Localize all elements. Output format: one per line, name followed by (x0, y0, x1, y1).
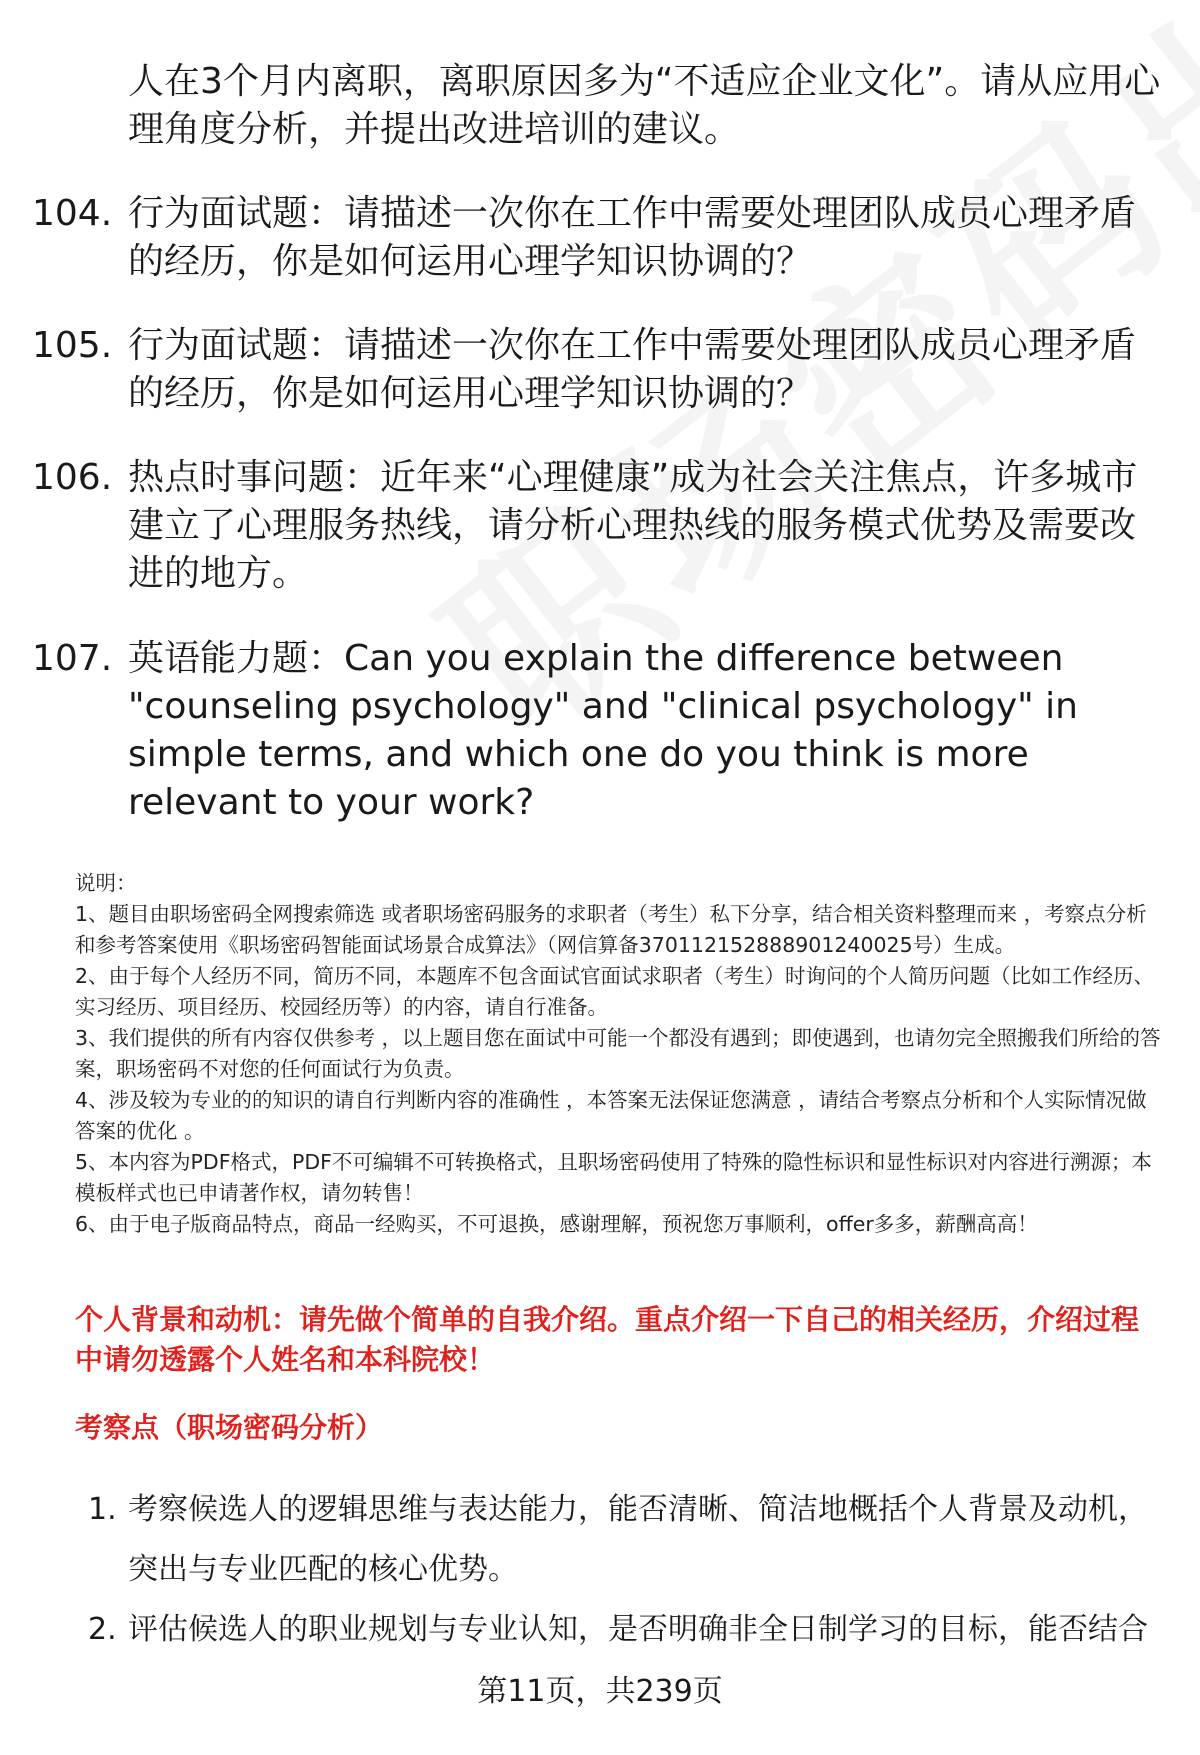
page-footer: 第11页，共239页 (477, 1674, 723, 1709)
question-text: 行为面试题：请描述一次你在工作中需要处理团队成员心理矛盾的经历，你是如何运用心理学知识协调的？ (128, 193, 1137, 282)
intro-question: 个人背景和动机：请先做个简单的自我介绍。重点介绍一下自己的相关经历，介绍过程中请勿透露个人姓名和本科院校！ (75, 1303, 1140, 1376)
question-number: 106. (32, 457, 113, 498)
question-number: 105. (32, 325, 113, 366)
question-text: 人在3个月内离职，离职原因多为“不适应企业文化”。请从应用心理角度分析，并提出改进培训的建议。 (128, 61, 1161, 150)
note-item: 5、本内容为PDF格式，PDF不可编辑不可转换格式，且职场密码使用了特殊的隐性标识和显性标识对内容进行溯源；本模板样式也已申请著作权，请勿转售！ (75, 1150, 1152, 1205)
analysis-text: 评估候选人的职业规划与专业认知，是否明确非全日制学习的目标，能否结合 (128, 1612, 1148, 1647)
analysis-number: 1. (88, 1492, 117, 1527)
question-text: 热点时事问题：近年来“心理健康”成为社会关注焦点，许多城市建立了心理服务热线，请分析心理热线的服务模式优势及需要改进的地方。 (128, 457, 1138, 594)
question-number: 104. (32, 193, 113, 234)
question-text: 行为面试题：请描述一次你在工作中需要处理团队成员心理矛盾的经历，你是如何运用心理学知识协调的？ (128, 325, 1137, 414)
note-item: 1、题目由职场密码全网搜索筛选 或者职场密码服务的求职者（考生）私下分享，结合相关资料整理而来 ，考察点分析和参考答案使用《职场密码智能面试场景合成算法》（网信算备370112152888901240025号）生成。 (75, 902, 1147, 957)
note-item: 4、涉及较为专业的的知识的请自行判断内容的准确性 ，本答案无法保证您满意 ，请结合考察点分析和个人实际情况做答案的优化 。 (75, 1088, 1147, 1143)
notes-section (75, 868, 1165, 1240)
note-item: 3、我们提供的所有内容仅供参考 ，以上题目您在面试中可能一个都没有遇到；即使遇到，也请勿完全照搬我们所给的答案，职场密码不对您的任何面试行为负责。 (75, 1026, 1161, 1081)
note-item: 6、由于电子版商品特点，商品一经购买，不可退换，感谢理解，预祝您万事顺利，offer多多，薪酬高高！ (75, 1212, 1038, 1236)
question-number: 107. (32, 638, 113, 679)
note-item: 2、由于每个人经历不同，简历不同，本题库不包含面试官面试求职者（考生）时询问的个人简历问题（比如工作经历、实习经历、项目经历、校园经历等）的内容，请自行准备。 (75, 964, 1155, 1019)
analysis-number: 2. (88, 1612, 117, 1647)
notes-title: 说明： (75, 871, 137, 895)
analysis-text: 考察候选人的逻辑思维与表达能力，能否清晰、简洁地概括个人背景及动机，突出与专业匹配的核心优势。 (128, 1492, 1148, 1587)
analysis-heading: 考察点（职场密码分析） (75, 1411, 384, 1444)
question-text: 英语能力题：Can you explain the difference between "counseling psychology" and "clinical psychology" in simple terms, and which one do you think is more relevant to your work? (128, 638, 1078, 823)
